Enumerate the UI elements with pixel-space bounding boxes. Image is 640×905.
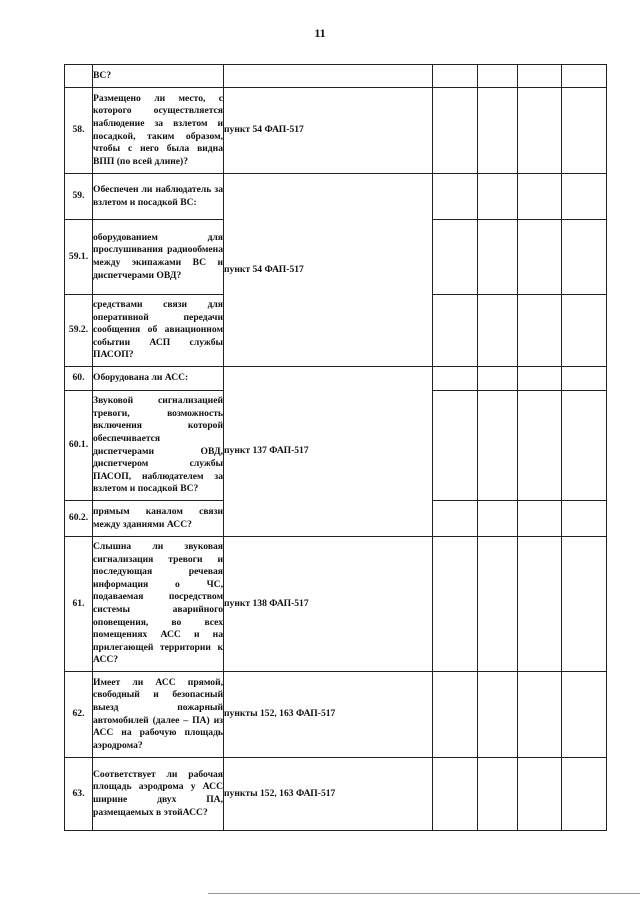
answer-cell (518, 295, 562, 367)
answer-cell (478, 174, 518, 220)
reference-cell: пункты 152, 163 ФАП-517 (224, 758, 433, 831)
answer-cell (518, 367, 562, 391)
answer-cell (562, 295, 607, 367)
question-text: Оборудована ли АСС: (93, 367, 224, 391)
table-row (65, 88, 607, 174)
bottom-scan-edge (208, 893, 640, 894)
answer-cell (562, 174, 607, 220)
answer-cell (562, 65, 607, 88)
question-text: Имеет ли АСС прямой, свободный и безопасный выезд пожарный автомобилей (далее – ПА) из АСС на рабочую площадь аэродрома? (93, 672, 224, 758)
page-number: 11 (314, 26, 326, 40)
question-text: Соответствует ли рабочая площадь аэродрома у АСС ширине двух ПА, размещаемых в этойАСС? (93, 758, 224, 831)
answer-cell (562, 391, 607, 501)
answer-cell (518, 501, 562, 537)
answer-cell (433, 391, 478, 501)
answer-cell (518, 672, 562, 758)
answer-cell (562, 501, 607, 537)
answer-cell (478, 391, 518, 501)
answer-cell (518, 220, 562, 295)
answer-cell (562, 88, 607, 174)
answer-cell (478, 367, 518, 391)
reference-cell: пункт 138 ФАП-517 (224, 537, 433, 672)
answer-cell (518, 391, 562, 501)
answer-cell (478, 295, 518, 367)
row-number: 59.2. (65, 295, 93, 367)
row-number: 60.2. (65, 501, 93, 537)
answer-cell (433, 501, 478, 537)
answer-cell (562, 672, 607, 758)
answer-cell (562, 758, 607, 831)
answer-cell (433, 672, 478, 758)
answer-cell (518, 537, 562, 672)
answer-cell (433, 537, 478, 672)
answer-cell (562, 220, 607, 295)
row-number (65, 65, 93, 88)
row-number: 60. (65, 367, 93, 391)
answer-cell (478, 672, 518, 758)
answer-cell (562, 367, 607, 391)
question-text: Слышна ли звуковая сигнализация тревоги и последующая речевая информация о ЧС, подаваемая посредством системы аварийного оповещения, во всех помещениях АСС и на прилегающей территории к АСС? (93, 537, 224, 672)
table-row (65, 758, 607, 831)
reference-cell: пункты 152, 163 ФАП-517 (224, 672, 433, 758)
answer-cell (478, 65, 518, 88)
table-row (65, 537, 607, 672)
row-number: 61. (65, 537, 93, 672)
question-text: оборудованием для прослушивания радиообмена между экипажами ВС и диспетчерами ОВД? (93, 220, 224, 295)
answer-cell (518, 758, 562, 831)
reference-cell: пункт 137 ФАП-517 (224, 367, 433, 537)
answer-cell (433, 367, 478, 391)
reference-cell: пункт 54 ФАП-517 (224, 88, 433, 174)
answer-cell (433, 174, 478, 220)
answer-cell (433, 758, 478, 831)
answer-cell (433, 295, 478, 367)
table-row (65, 65, 607, 88)
answer-cell (433, 220, 478, 295)
table-row (65, 367, 607, 391)
reference-cell (224, 65, 433, 88)
answer-cell (518, 88, 562, 174)
table-row (65, 174, 607, 220)
answer-cell (478, 537, 518, 672)
row-number: 58. (65, 88, 93, 174)
row-number: 60.1. (65, 391, 93, 501)
question-text: ВС? (93, 65, 224, 88)
answer-cell (518, 65, 562, 88)
reference-cell: пункт 54 ФАП-517 (224, 174, 433, 367)
question-text: Размещено ли место, с которого осуществляется наблюдение за взлетом и посадкой, таким образом, чтобы с него была видна ВПП (по всей длине)? (93, 88, 224, 174)
answer-cell (478, 758, 518, 831)
answer-cell (433, 88, 478, 174)
question-text: прямым каналом связи между зданиями АСС? (93, 501, 224, 537)
answer-cell (478, 501, 518, 537)
answer-cell (562, 537, 607, 672)
answer-cell (478, 88, 518, 174)
table-row (65, 672, 607, 758)
question-text: Обеспечен ли наблюдатель за взлетом и посадкой ВС: (93, 174, 224, 220)
answer-cell (478, 220, 518, 295)
question-text: Звуковой сигнализацией тревоги, возможность включения которой обеспечивается диспетчерами ОВД, диспетчером службы ПАСОП, наблюдателем за взлетом и посадкой ВС? (93, 391, 224, 501)
question-text: средствами связи для оперативной передачи сообщения об авиационном событии АСП службы ПАСОП? (93, 295, 224, 367)
row-number: 63. (65, 758, 93, 831)
answer-cell (433, 65, 478, 88)
row-number: 59. (65, 174, 93, 220)
answer-cell (518, 174, 562, 220)
checklist-table (64, 64, 607, 831)
row-number: 62. (65, 672, 93, 758)
row-number: 59.1. (65, 220, 93, 295)
